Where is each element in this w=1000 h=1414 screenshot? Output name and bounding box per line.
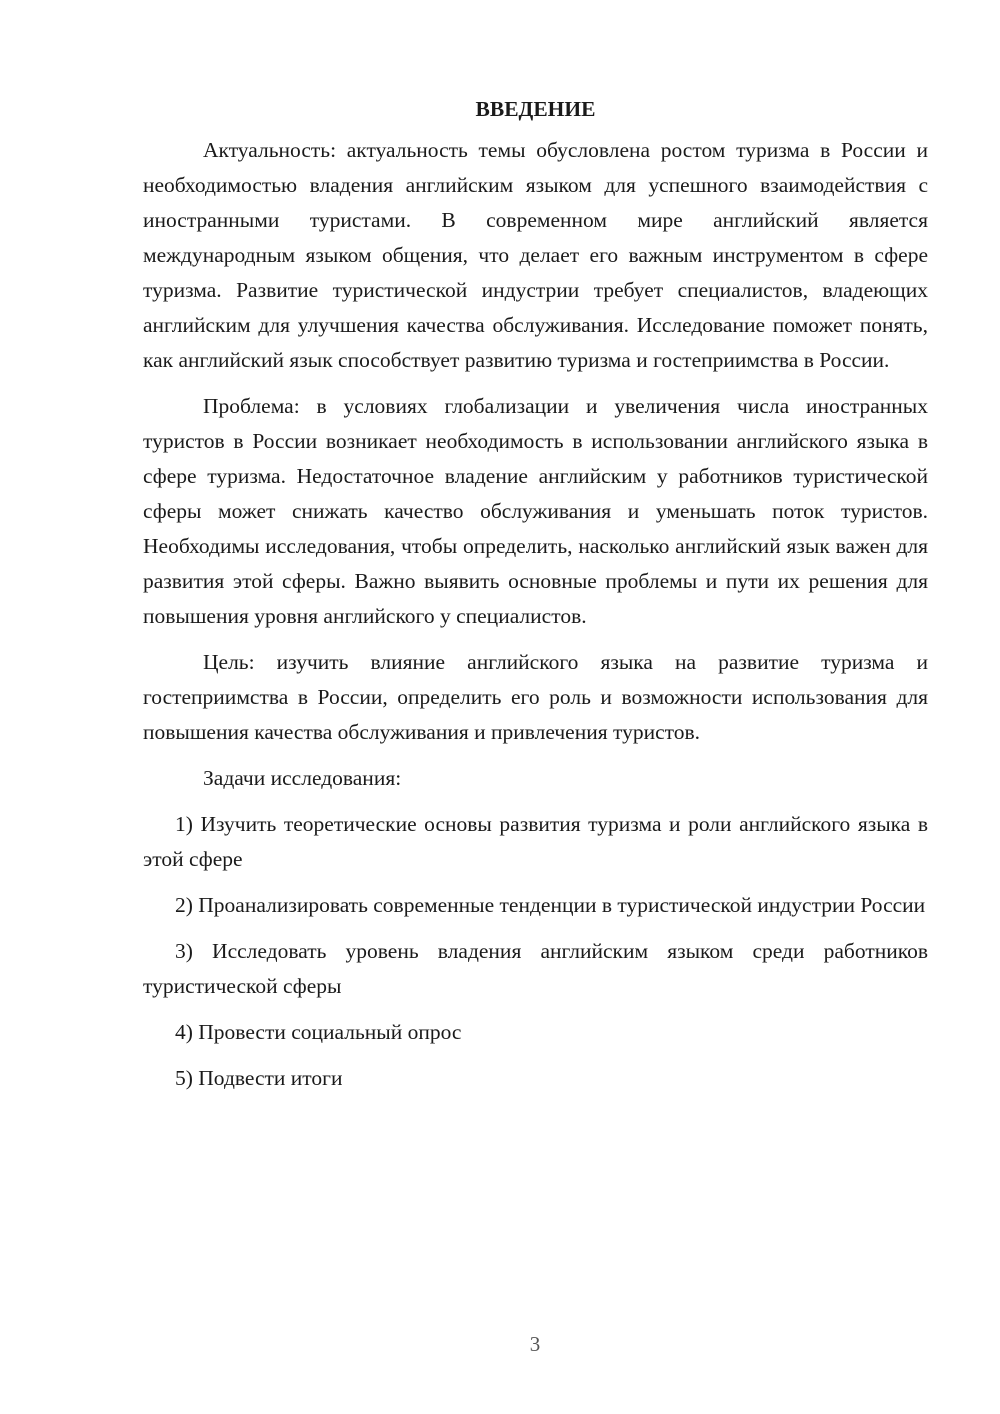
task-item: 2) Проанализировать современные тенденции в туристической индустрии России — [175, 893, 926, 917]
page-number: 3 — [529, 1332, 541, 1356]
section-title: ВВЕДЕНИЕ — [475, 97, 596, 121]
page-content — [143, 92, 928, 1107]
task-item: 4) Провести социальный опрос — [175, 1020, 462, 1044]
paragraph-goal: Цель: изучить влияние английского языка на развитие туризма и гостеприимства в России, определить его роль и возможности использования для повышения качества обслуживания и привлечения туристов. — [143, 650, 928, 744]
tasks-heading: Задачи исследования: — [203, 766, 402, 790]
task-item: 1) Изучить теоретические основы развития туризма и роли английского языка в этой сфере — [143, 812, 928, 871]
paragraph-relevance: Актуальность: актуальность темы обусловлена ростом туризма в России и необходимостью владения английским языком для успешного взаимодействия с иностранными туристами. В современном мире английский является международным языком общения, что делает его важным инструментом в сфере туризма. Развитие туристической индустрии требует специалистов, владеющих английским для улучшения качества обслуживания. Исследование поможет понять, как английский язык способствует развитию туризма и гостеприимства в России. — [143, 138, 928, 372]
task-item: 5) Подвести итоги — [175, 1066, 343, 1090]
paragraph-problem: Проблема: в условиях глобализации и увеличения числа иностранных туристов в России возникает необходимость в использовании английского языка в сфере туризма. Недостаточное владение английским у работников туристической сферы может снижать качество обслуживания и уменьшать поток туристов. Необходимы исследования, чтобы определить, насколько английский язык важен для развития этой сферы. Важно выявить основные проблемы и пути их решения для повышения уровня английского у специалистов. — [143, 394, 928, 628]
task-item: 3) Исследовать уровень владения английским языком среди работников туристической сферы — [143, 939, 928, 998]
